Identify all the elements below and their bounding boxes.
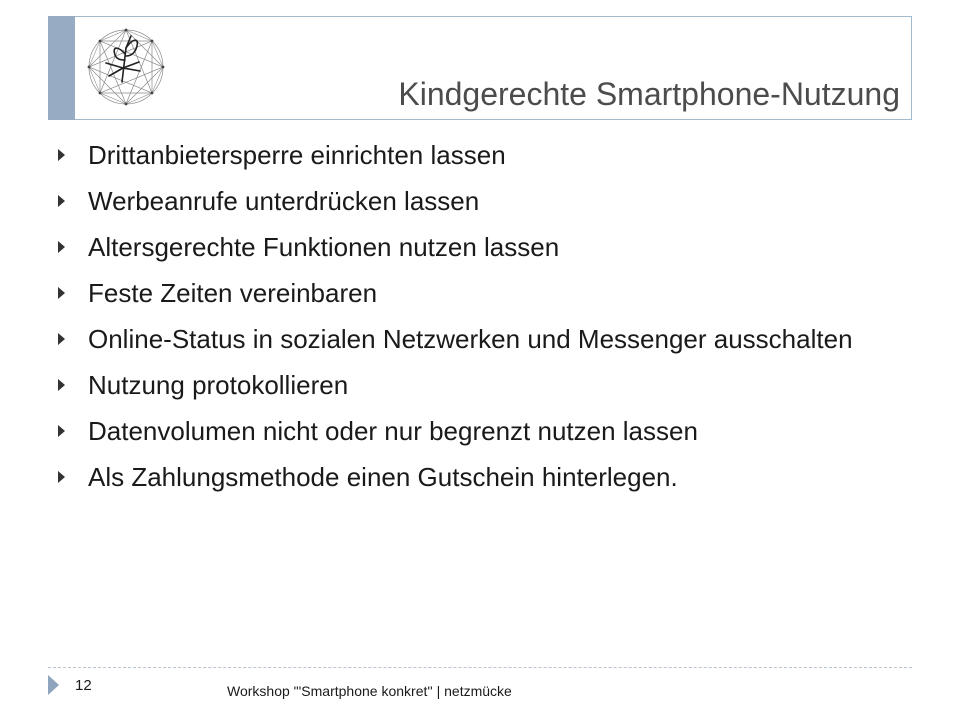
- bullet-text: Nutzung protokollieren: [88, 370, 349, 400]
- triangle-right-icon: [58, 425, 65, 437]
- footer-divider: [48, 667, 912, 668]
- triangle-right-icon: [58, 379, 65, 391]
- footer-text: Workshop "'Smartphone konkret'' | netzmücke: [227, 683, 512, 699]
- bullet-item: [58, 366, 878, 404]
- bullet-text: Drittanbietersperre einrichten lassen: [88, 140, 506, 170]
- bullet-text: Als Zahlungsmethode einen Gutschein hinterlegen.: [88, 462, 678, 492]
- footer-triangle-icon: [48, 675, 59, 695]
- bullet-item: [58, 274, 878, 312]
- bullet-item: [58, 136, 878, 174]
- triangle-right-icon: [58, 287, 65, 299]
- bullet-item: [58, 412, 878, 450]
- bullet-item: [58, 182, 878, 220]
- slide-title: Kindgerechte Smartphone-Nutzung: [398, 76, 900, 112]
- bullet-list: [58, 136, 878, 504]
- bullet-text: Altersgerechte Funktionen nutzen lassen: [88, 232, 560, 262]
- page-number: 12: [75, 677, 92, 694]
- bullet-text: Feste Zeiten vereinbaren: [88, 278, 378, 308]
- triangle-right-icon: [58, 241, 65, 253]
- bullet-text: Online-Status in sozialen Netzwerken und Messenger ausschalten: [88, 324, 853, 354]
- accent-bar: [48, 16, 75, 120]
- triangle-right-icon: [58, 471, 65, 483]
- bullet-text: Werbeanrufe unterdrücken lassen: [88, 186, 480, 216]
- triangle-right-icon: [58, 195, 65, 207]
- bullet-text: Datenvolumen nicht oder nur begrenzt nutzen lassen: [88, 416, 698, 446]
- netzmuecke-mosquito-logo-icon: [82, 24, 170, 110]
- bullet-item: [58, 458, 878, 496]
- triangle-right-icon: [58, 333, 65, 345]
- bullet-item: [58, 228, 878, 266]
- bullet-item: [58, 320, 878, 358]
- triangle-right-icon: [58, 149, 65, 161]
